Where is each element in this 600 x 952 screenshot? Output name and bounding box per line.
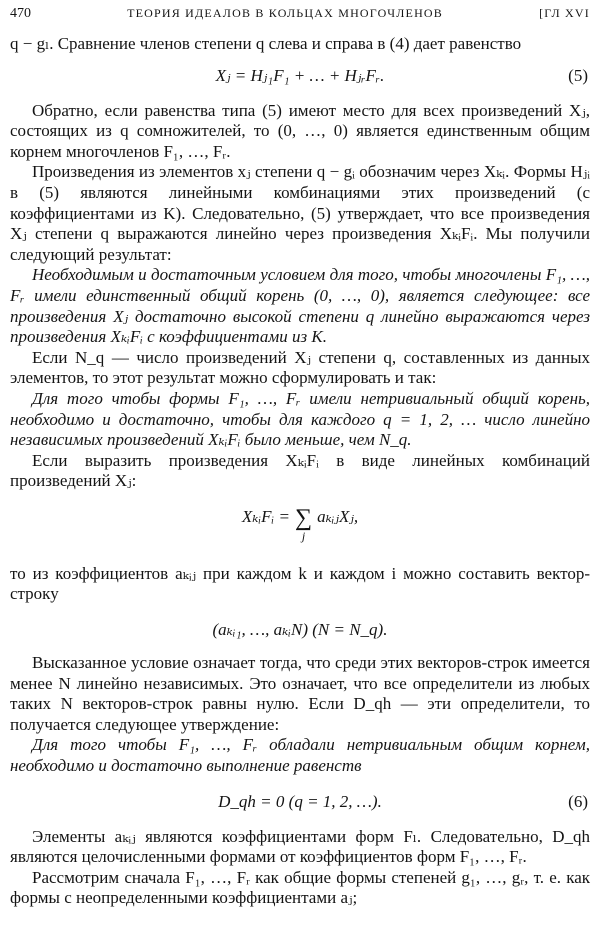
chapter-label: [ГЛ XVI: [539, 6, 590, 20]
paragraph-8: Элементы aₖᵢⱼ являются коэффициентами форм Fₗ. Следовательно, D_qh являются целочисленными формами от коэффициентов форм F₁, …, Fᵣ.: [10, 826, 590, 867]
paragraph-4: Если N_q — число произведений Xⱼ степени q, составленных из данных элементов, то этот результат можно сформулировать и так:: [10, 347, 590, 388]
equation-5-number: (5): [568, 65, 588, 85]
theorem-1: Необходимым и достаточным условием для того, чтобы многочлены F₁, …, Fᵣ имели единственный общий корень (0, …, 0), является следующее: все произведения Xⱼ достаточно высокой степени q линейно выражаются через произведения XₖᵢFᵢ с коэффициентами из K.: [10, 265, 590, 347]
page-number: 470: [10, 6, 31, 21]
equation-vector: [10, 619, 590, 641]
running-title: ТЕОРИЯ ИДЕАЛОВ В КОЛЬЦАХ МНОГОЧЛЕНОВ: [127, 6, 444, 20]
paragraph-7: Высказанное условие означает тогда, что среди этих векторов-строк имеется менее N линейно независимых. Это означает, что все определители из любых таких N векторов-строк равны нулю. Если D_qh — эти определители, то получается следующее утверждение:: [10, 653, 590, 734]
paragraph-6: то из коэффициентов aₖᵢⱼ при каждом k и каждом i можно составить вектор-строку: [10, 563, 590, 604]
equation-5: [10, 65, 590, 87]
page-header: [10, 6, 590, 22]
equation-6-body: D_qh = 0 (q = 1, 2, …).: [218, 791, 382, 811]
equation-sum-left: XₖᵢFᵢ =: [241, 506, 290, 526]
paragraph-5: Если выразить произведения XₖᵢFᵢ в виде линейных комбинаций произведений Xⱼ:: [10, 450, 590, 491]
paragraph-2: Обратно, если равенства типа (5) имеют место для всех произведений Xⱼ, состоящих из q сомножителей, то (0, …, 0) является единственным общим корнем многочленов F₁, …, Fᵣ.: [10, 100, 590, 161]
equation-sum-right: aₖᵢⱼXⱼ,: [317, 506, 359, 526]
sum-index: j: [301, 528, 306, 543]
equation-6: [10, 791, 590, 813]
equation-sum: [10, 506, 590, 546]
theorem-2: Для того чтобы формы F₁, …, Fᵣ имели нетривиальный общий корень, необходимо и достаточно, чтобы для каждого q = 1, 2, … число линейно независимых произведений XₖᵢFᵢ было меньше, чем N_q.: [10, 388, 590, 450]
paragraph-3: Произведения из элементов xⱼ степени q − gᵢ обозначим через Xₖᵢ. Формы Hⱼᵢ в (5) являются линейными комбинациями этих произведений (с коэффициентами из K). Следовательно, (5) утверждает, что все произведения Xⱼ степени q выражаются линейно через произведения XₖᵢFᵢ. Мы получили следующий результат:: [10, 162, 590, 264]
equation-5-body: Xⱼ = Hⱼ₁F₁ + … + HⱼᵣFᵣ.: [215, 65, 385, 85]
paragraph-1: q − gₗ. Сравнение членов степени q слева и справа в (4) дает равенство: [10, 34, 522, 53]
equation-vector-body: (aₖᵢ₁, …, aₖᵢN) (N = N_q).: [212, 620, 388, 640]
paragraph-9: Рассмотрим сначала F₁, …, Fᵣ как общие формы степеней g₁, …, gᵣ, т. е. как формы с неопределенными коэффициентами aⱼ;: [10, 867, 590, 908]
equation-6-number: (6): [568, 791, 588, 811]
theorem-3: Для того чтобы F₁, …, Fᵣ обладали нетривиальным общим корнем, необходимо и достаточно выполнение равенств: [10, 735, 590, 776]
summation-symbol: [295, 506, 312, 542]
sigma-glyph: ∑: [294, 504, 313, 531]
